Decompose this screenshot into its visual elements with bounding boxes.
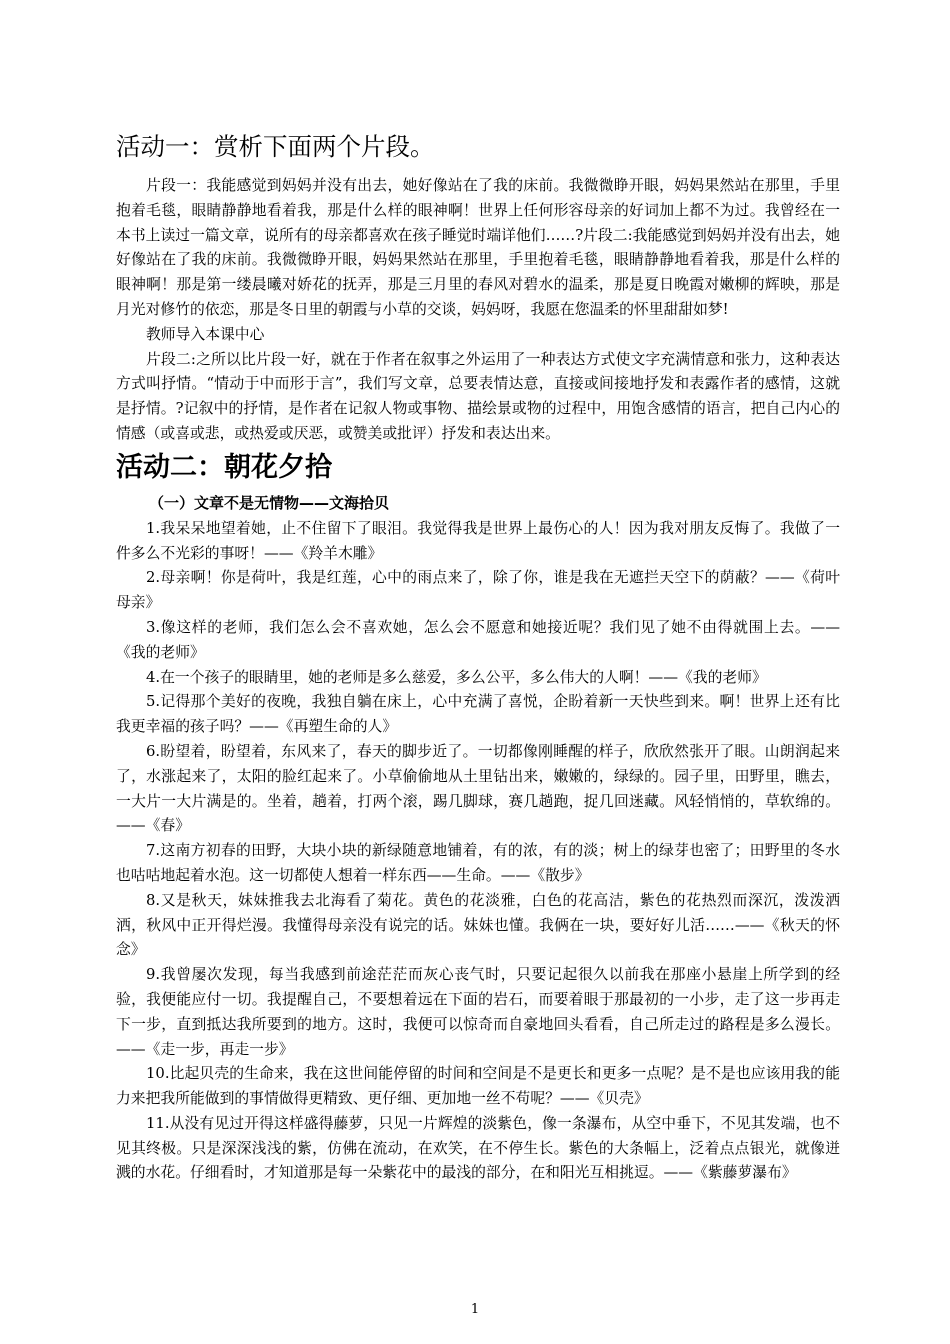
activity2-subtitle: （一）文章不是无情物——文海拾贝: [149, 493, 390, 512]
activity1-paragraph-teacher: 教师导入本课中心: [146, 325, 265, 343]
excerpt-item: 6.盼望着，盼望着，东风来了，春天的脚步近了。一切都像刚睡醒的样子，欣欣然张开了眼。山朗润起来了，水涨起来了，太阳的脸红起来了。小草偷偷地从土里钻出来，嫩嫩的，绿绿的。园子里，田野里，瞧去，一大片一大片满是的。坐着，趟着，打两个滚，踢几脚球，赛几趟跑，捉几回迷藏。风轻悄悄的，草软绵的。——《春》: [116, 742, 840, 835]
excerpt-item: 5.记得那个美好的夜晚，我独自躺在床上，心中充满了喜悦，企盼着新一天快些到来。啊！世界上还有比我更幸福的孩子吗？——《再塑生命的人》: [116, 693, 840, 736]
excerpt-item: 8.又是秋天，妹妹推我去北海看了菊花。黄色的花淡雅，白色的花高洁，紫色的花热烈而深沉，泼泼洒洒，秋风中正开得烂漫。我懂得母亲没有说完的话。妹妹也懂。我俩在一块，要好好儿活……——《秋天的怀念》: [116, 891, 840, 959]
activity1-paragraph-fragments: 片段一：我能感觉到妈妈并没有出去，她好像站在了我的床前。我微微睁开眼，妈妈果然站在那里，手里抱着毛毯，眼睛静静地看着我，那是什么样的眼神啊！世界上任何形容母亲的好词加上都不为过。我曾经在一本书上读过一篇文章，说所有的母亲都喜欢在孩子睡觉时端详他们……?片段二:我能感觉到妈妈并没有出去，她好像站在了我的床前。我微微睁开眼，妈妈果然站在那里，手里抱着毛毯，眼睛静静地看着我，那是什么样的眼神啊！那是第一缕晨曦对娇花的抚弄，那是三月里的春风对碧水的温柔，那是夏日晚霞对嫩柳的辉映，那是月光对修竹的依恋，那是冬日里的朝霞与小草的交谈，妈妈呀，我愿在您温柔的怀里甜甜如梦!: [116, 177, 840, 318]
activity1-title: 活动一：赏析下面两个片段。: [116, 132, 435, 161]
page-number: 1: [470, 1302, 480, 1317]
excerpt-item: 3.像这样的老师，我们怎么会不喜欢她，怎么会不愿意和她接近呢？我们见了她不由得就围上去。——《我的老师》: [116, 618, 840, 661]
activity2-title: 活动二：朝花夕拾: [116, 451, 332, 483]
excerpt-item: 11.从没有见过开得这样盛得藤萝，只见一片辉煌的淡紫色，像一条瀑布，从空中垂下，不见其发端，也不见其终极。只是深深浅浅的紫，仿佛在流动，在欢笑，在不停生长。紫色的大条幅上，泛着点点银光，就像迸溅的水花。仔细看时，才知道那是每一朵紫花中的最浅的部分，在和阳光互相挑逗。——《紫藤萝瀑布》: [116, 1114, 840, 1182]
excerpt-item: 1.我呆呆地望着她，止不住留下了眼泪。我觉得我是世界上最伤心的人！因为我对朋友反悔了。我做了一件多么不光彩的事呀！——《羚羊木雕》: [116, 519, 840, 562]
excerpt-item: 9.我曾屡次发现，每当我感到前途茫茫而灰心丧气时，只要记起很久以前我在那座小悬崖上所学到的经验，我便能应付一切。我提醒自己，不要想着远在下面的岩石，而要着眼于那最初的一小步，走了这一步再走下一步，直到抵达我所要到的地方。这时，我便可以惊奇而自豪地回头看看，自己所走过的路程是多么漫长。——《走一步，再走一步》: [116, 966, 840, 1058]
activity1-paragraph-analysis: 片段二:之所以比片段一好，就在于作者在叙事之外运用了一种表达方式使文字充满情意和张力，这种表达方式叫抒情。“情动于中而形于言”，我们写文章，总要表情达意，直接或间接地抒发和表露作者的感情，这就是抒情。?记叙中的抒情，是作者在记叙人物或事物、描绘景或物的过程中，用饱含感情的语言，把自己内心的情感（或喜或悲，或热爱或厌恶，或赞美或批评）抒发和表达出来。: [116, 350, 840, 442]
page-content: [116, 130, 840, 1186]
excerpt-item: 10.比起贝壳的生命来，我在这世间能停留的时间和空间是不是更长和更多一点呢？是不是也应该用我的能力来把我所能做到的事情做得更精致、更仔细、更加地一丝不苟呢？——《贝壳》: [116, 1065, 840, 1108]
excerpt-item: 2.母亲啊！你是荷叶，我是红莲，心中的雨点来了，除了你，谁是我在无遮拦天空下的荫蔽？——《荷叶母亲》: [116, 569, 840, 612]
excerpt-item: 4.在一个孩子的眼睛里，她的老师是多么慈爱，多么公平，多么伟大的人啊！——《我的老师》: [146, 668, 767, 686]
excerpt-item: 7.这南方初春的田野，大块小块的新绿随意地铺着，有的浓，有的淡；树上的绿芽也密了；田野里的冬水也咕咕地起着水泡。这一切都使人想着一样东西——生命。——《散步》: [116, 842, 840, 884]
